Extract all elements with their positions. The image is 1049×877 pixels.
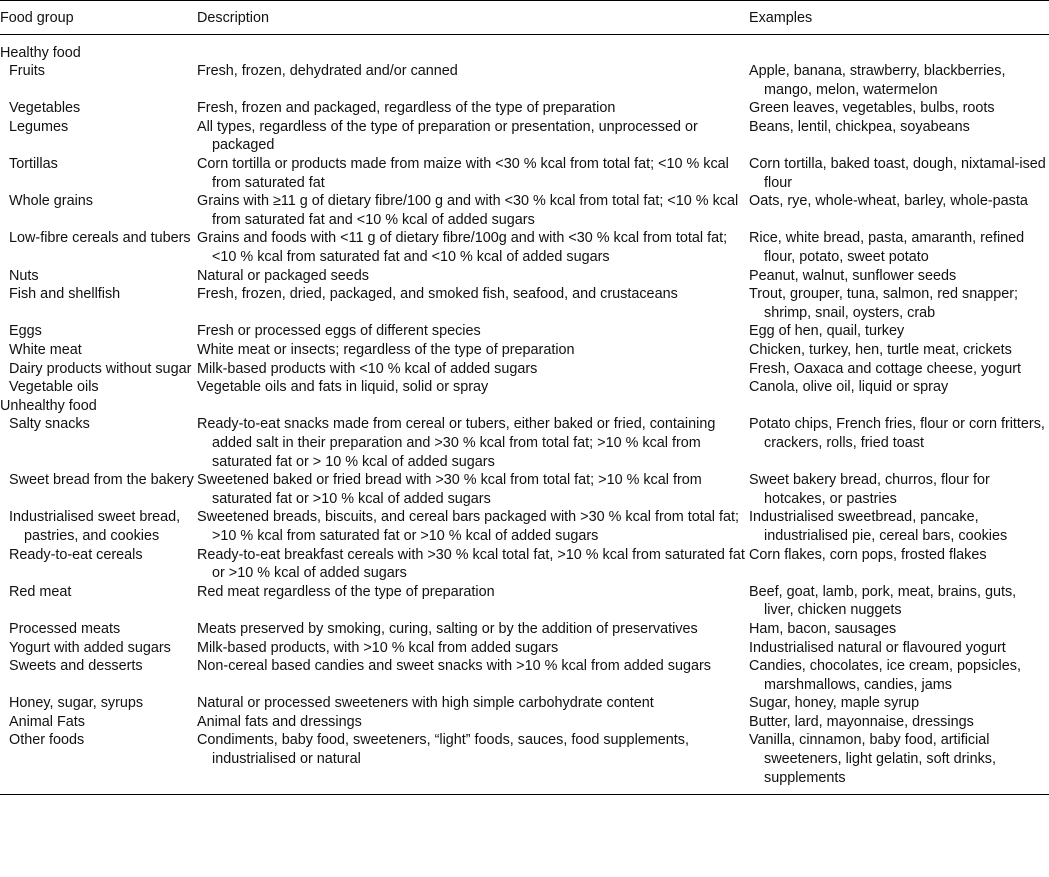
description-cell: Corn tortilla or products made from maize with <30 % kcal from total fat; <10 % kcal from saturated fat [197,156,729,191]
section-title: Unhealthy food [0,397,97,414]
description-cell: Grains with ≥11 g of dietary fibre/100 g and with <30 % kcal from total fat; <10 % kcal from saturated fat and <10 % kcal of added sugars [197,193,739,228]
food-group-name: Vegetables [9,100,81,117]
description-cell: Natural or packaged seeds [197,267,369,284]
food-group-name: Fish and shellfish [9,286,121,303]
description-cell: Meats preserved by smoking, curing, salting or by the addition of preservatives [197,620,698,637]
food-group-name: White meat [9,342,82,358]
food-group-cell [0,415,197,471]
table-row [0,62,1049,99]
food-group-cell [0,378,197,397]
food-group-name: Nuts [9,267,39,284]
food-group-cell [0,285,197,322]
food-group-name: Ready-to-eat cereals [9,546,143,563]
examples-cell: Vanilla, cinnamon, baby food, artificial sweeteners, light gelatin, soft drinks, supplements [749,732,996,786]
table-row [0,118,1049,155]
food-group-name: Fruits [9,63,45,80]
header-examples: Examples [749,10,813,26]
table-row [0,341,1049,360]
examples-cell: Apple, banana, strawberry, blackberries, mango, melon, watermelon [749,63,1006,98]
examples-cell: Trout, grouper, tuna, salmon, red snapper; shrimp, snail, oysters, crab [749,286,1019,321]
food-group-cell [0,229,197,266]
table-row [0,694,1049,713]
header-description: Description [197,10,269,26]
section-row [0,34,1049,62]
examples-cell: Canola, olive oil, liquid or spray [749,379,949,396]
table-row [0,508,1049,545]
description-cell: Red meat regardless of the type of preparation [197,583,495,600]
table-row [0,731,1049,794]
description-cell: Fresh, frozen, dried, packaged, and smoked fish, seafood, and crustaceans [197,286,678,303]
table-row [0,360,1049,379]
description-cell: Animal fats and dressings [197,713,362,730]
food-group-cell [0,508,197,545]
food-group-cell [0,155,197,192]
examples-cell: Green leaves, vegetables, bulbs, roots [749,100,995,117]
examples-cell: Beef, goat, lamb, pork, meat, brains, guts, liver, chicken nuggets [749,583,1017,619]
examples-cell: Corn flakes, corn pops, frosted flakes [749,546,987,563]
food-group-cell [0,620,197,639]
table-header [0,1,1049,35]
food-group-cell [0,267,197,286]
food-group-name: Eggs [9,323,42,340]
table-row [0,471,1049,508]
description-cell: Ready-to-eat snacks made from cereal or tubers, either baked or fried, containing added salt in their preparation and >30 % kcal from total fat; >10 % kcal from saturated fat or > 10 % kcal of added sugars [197,416,716,470]
description-cell: Grains and foods with <11 g of dietary fibre/100g and with <30 % kcal from total fat; <10 % kcal from saturated fat and <10 % kcal of added sugars [197,230,728,266]
food-group-cell [0,341,197,360]
description-cell: Fresh, frozen and packaged, regardless of the type of preparation [197,100,616,117]
food-group-cell [0,192,197,229]
table-row [0,99,1049,118]
food-group-name: Red meat [9,583,72,600]
description-cell: Sweetened breads, biscuits, and cereal bars packaged with >30 % kcal from total fat; >10 % kcal from saturated fat or >10 % kcal of added sugars [197,509,739,544]
food-group-name: Industrialised sweet bread, pastries, and cookies [9,509,181,544]
food-group-name: Honey, sugar, syrups [9,695,144,712]
section-title: Healthy food [0,44,81,61]
food-group-name: Dairy products without sugar [9,360,192,377]
examples-cell: Ham, bacon, sausages [749,620,897,637]
food-group-cell [0,546,197,583]
examples-cell: Beans, lentil, chickpea, soyabeans [749,118,970,135]
table-bottom-rule [0,794,1049,795]
description-cell: Sweetened baked or fried bread with >30 % kcal from total fat; >10 % kcal from saturated fat or >10 % kcal of added sugars [197,472,702,507]
description-cell: Vegetable oils and fats in liquid, solid or spray [197,379,489,396]
food-group-cell [0,322,197,341]
description-cell: Non-cereal based candies and sweet snacks with >10 % kcal from added sugars [197,658,711,675]
description-cell: White meat or insects; regardless of the type of preparation [197,342,575,358]
table-row [0,322,1049,341]
table-row [0,639,1049,658]
section-row [0,397,1049,416]
table-row [0,192,1049,229]
food-group-cell [0,583,197,620]
food-group-cell [0,639,197,658]
examples-cell: Rice, white bread, pasta, amaranth, refined flour, potato, sweet potato [749,230,1025,266]
table-row [0,583,1049,620]
examples-cell: Butter, lard, mayonnaise, dressings [749,713,974,730]
description-cell: All types, regardless of the type of preparation or presentation, unprocessed or packaged [197,118,698,154]
description-cell: Fresh or processed eggs of different species [197,323,481,340]
food-group-name: Legumes [9,118,69,135]
table-row [0,378,1049,397]
examples-cell: Potato chips, French fries, flour or corn fritters, crackers, rolls, fried toast [749,416,1045,451]
table-row [0,415,1049,471]
food-group-cell [0,62,197,99]
table-row [0,657,1049,694]
food-group-name: Processed meats [9,620,121,637]
examples-cell: Egg of hen, quail, turkey [749,323,905,340]
food-group-name: Vegetable oils [9,379,99,396]
food-group-name: Animal Fats [9,713,85,730]
examples-cell: Oats, rye, whole-wheat, barley, whole-pasta [749,193,1028,210]
food-group-name: Salty snacks [9,416,90,433]
description-cell: Fresh, frozen, dehydrated and/or canned [197,63,458,80]
description-cell: Condiments, baby food, sweeteners, “light” foods, sauces, food supplements, industrialised or natural [197,732,689,768]
food-group-name: Low-fibre cereals and tubers [9,230,191,247]
food-group-name: Tortillas [9,156,58,173]
table-row [0,267,1049,286]
table-row [0,285,1049,322]
examples-cell: Chicken, turkey, hen, turtle meat, crickets [749,342,1012,358]
food-group-cell [0,118,197,155]
food-group-name: Whole grains [9,193,93,210]
examples-cell: Corn tortilla, baked toast, dough, nixtamal-ised flour [749,156,1046,191]
examples-cell: Fresh, Oaxaca and cottage cheese, yogurt [749,360,1021,377]
table-row [0,155,1049,192]
table-row [0,620,1049,639]
examples-cell: Candies, chocolates, ice cream, popsicles, marshmallows, candies, jams [749,658,1021,693]
table-row [0,546,1049,583]
header-row [0,1,1049,35]
food-group-cell [0,471,197,508]
food-group-name: Sweets and desserts [9,658,143,675]
description-cell: Milk-based products with <10 % kcal of added sugars [197,360,538,377]
food-group-cell [0,657,197,694]
table-row [0,229,1049,266]
description-cell: Natural or processed sweeteners with high simple carbohydrate content [197,695,654,712]
table-row [0,713,1049,732]
examples-cell: Peanut, walnut, sunflower seeds [749,267,957,284]
header-food-group: Food group [0,10,74,26]
examples-cell: Sugar, honey, maple syrup [749,695,920,712]
food-group-name: Other foods [9,732,85,749]
food-group-cell [0,713,197,732]
examples-cell: Industrialised natural or flavoured yogurt [749,639,1006,656]
food-group-cell [0,731,197,794]
description-cell: Milk-based products, with >10 % kcal from added sugars [197,639,559,656]
food-group-cell [0,360,197,379]
examples-cell: Industrialised sweetbread, pancake, industrialised pie, cereal bars, cookies [749,509,1008,544]
description-cell: Ready-to-eat breakfast cereals with >30 % kcal total fat, >10 % kcal from saturated fat or >10 % kcal of added sugars [197,546,745,582]
food-group-cell [0,694,197,713]
food-group-name: Yogurt with added sugars [9,639,171,656]
examples-cell: Sweet bakery bread, churros, flour for hotcakes, or pastries [749,472,990,507]
food-group-name: Sweet bread from the bakery [9,472,194,489]
food-group-cell [0,99,197,118]
table-body [0,34,1049,794]
